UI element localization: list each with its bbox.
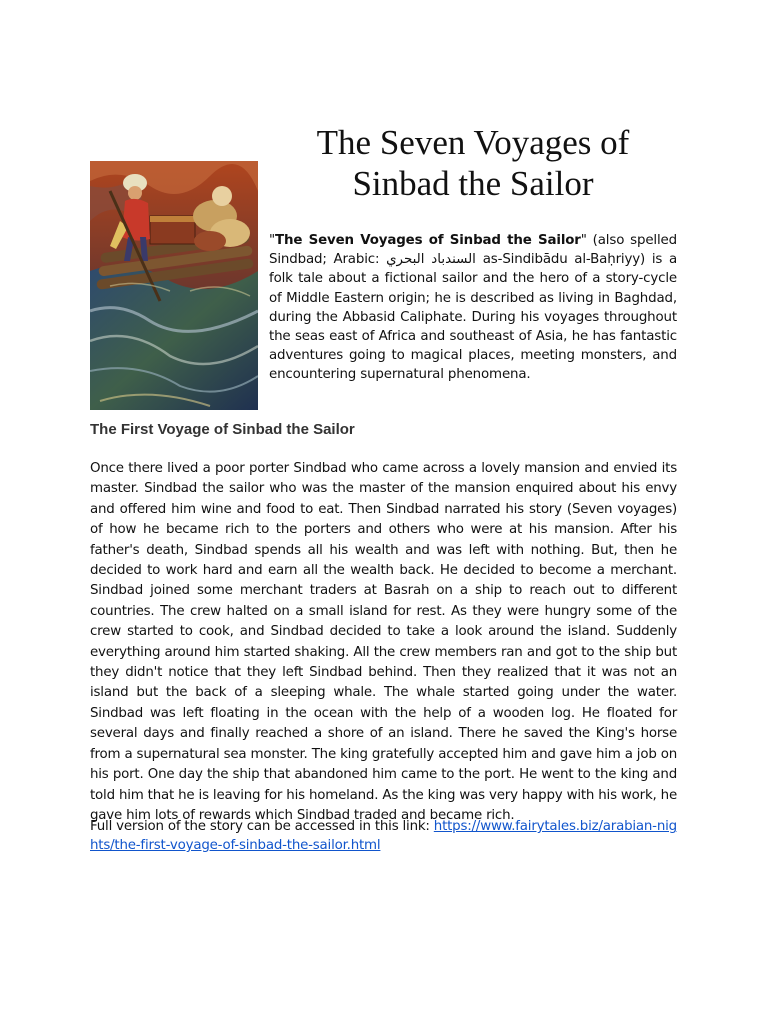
intro-text: " (also spelled Sindbad; Arabic: السندباد البحري as-Sindibādu al-Baḥriyy) is a folk tale about a fictional sailor and the hero of a story-cycle of Middle Eastern origin; he is described as living in Baghdad, during the Abbasid Caliphate. During his voyages throughout the seas east of Africa and southeast of Asia, he has fantastic adventures going to magical places, meeting monsters, and encountering supernatural phenomena. (269, 233, 677, 383)
intro-quote-open: " (269, 233, 276, 248)
story-paragraph: Once there lived a poor porter Sindbad who came across a lovely mansion and envied its master. Sindbad the sailor who was the master of the mansion enquired about his envy and offered him wine and food to eat. Then Sindbad narrated his story (Seven voyages) of how he became rich to the porters and others who were at his mansion. After his father's death, Sindbad spends all his wealth and was left with nothing. But, then he decided to work hard and earn all the wealth back. He decided to become a merchant. Sindbad joined some merchant traders at Basrah on a ship to reach out to different countries. The crew halted on a small island for rest. As they were hungry some of the crew started to cook, and Sindbad decided to take a look around the island. Suddenly everything around him started shaking. All the crew members ran and got to the ship but they didn't notice that they left Sindbad behind. Then they realized that it was not an island but the back of a sleeping whale. The whale started going under the water. Sindbad was left floating in the ocean with the help of a wooden log. He floated for several days and finally reached a shore of an island. There he saved the King's horse from a supernatural sea monster. The king gratefully accepted him and gave him a job on his port. One day the ship that abandoned him came to the port. He went to the king and told him that he is leaving for his homeland. As the king was very happy with his work, he gave him lots of rewards which Sindbad traded and became rich. (90, 461, 677, 823)
link-intro-text: Full version of the story can be accessed in this link: (90, 819, 434, 834)
title-line-1: The Seven Voyages of (316, 123, 630, 162)
link-paragraph (90, 817, 677, 855)
intro-paragraph (269, 231, 677, 385)
sinbad-illustration (90, 161, 258, 410)
intro-bold-title: The Seven Voyages of Sinbad the Sailor (275, 233, 581, 248)
story-link[interactable]: https://www.fairytales.biz/arabian-nights/the-first-voyage-of-sinbad-the-sailor.html (90, 819, 677, 853)
section-heading: The First Voyage of Sinbad the Sailor (90, 421, 355, 438)
document-title (268, 122, 678, 204)
title-line-2: Sinbad the Sailor (352, 164, 594, 203)
